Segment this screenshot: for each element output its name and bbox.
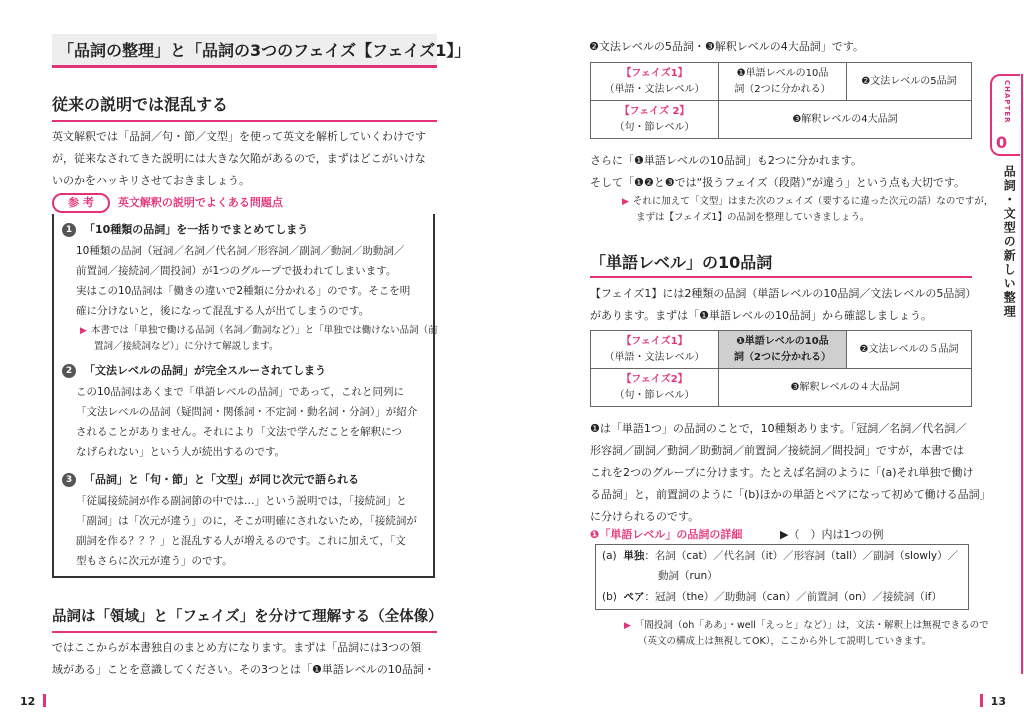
after-table-line-1: さらに「❶単語レベルの10品詞」も2つに分かれます。: [590, 154, 862, 167]
page-number-right: [980, 692, 1006, 712]
point-1-line-2: 前置詞／接続詞／間投詞）が1つのグループで扱われてしまいます。: [76, 265, 397, 277]
final-note-2: （英文の構成上は無視してOK），ここから外して説明していきます。: [638, 636, 932, 647]
point-2-title: [62, 361, 326, 381]
point-3-line-3: 副詞を作る？？？」と混乱する人が増えるのです。これに加えて，「文: [76, 535, 406, 547]
point-2-line-4: なげられない」という人が続出するのです。: [76, 446, 286, 458]
point-1-note-1: [80, 323, 438, 339]
explain-line-3: これを2つのグループに分けます。たとえば名詞のように「(a)それ単独で働け: [590, 466, 974, 479]
triangle-icon: ▶: [624, 621, 631, 631]
after-table-note-2: まずは【フェイズ1】の品詞を整理していきましょう。: [636, 212, 870, 223]
point-3-line-4: 型もさらに次元が違う」のです。: [76, 555, 233, 567]
section-heading-2: 品詞は「領域」と「フェイズ」を分けて理解する（全体像）: [52, 609, 443, 625]
t1-word-a: ❶単語レベルの10品: [736, 67, 829, 79]
chapter-number: 0: [996, 133, 1008, 152]
section3-line-2: があります。まずは「❶単語レベルの10品詞」から確認しましょう。: [590, 309, 932, 322]
section2-line-2: 域がある」ことを意識してください。その3つとは「❶単語レベルの10品詞・: [52, 663, 435, 676]
page-number-bar: [43, 694, 46, 707]
phase-table-1: [590, 62, 972, 139]
point-1-line-4: 確に分けないと，後になって混乱する人が出てしまうのです。: [76, 305, 370, 317]
phase-table-2: [590, 330, 972, 407]
example-a-line-1: [602, 546, 958, 566]
chapter-side-line: [1021, 74, 1023, 674]
point-3-text: 「品詞」と「句・節」と「文型」が同じ次元で語られる: [84, 473, 359, 486]
t1-interp-cell: ❸解釈レベルの4大品詞: [719, 101, 972, 139]
t2-word-b: 詞（2つに分かれる）: [734, 351, 831, 363]
t2-phase2-label: 【フェイズ2】: [621, 373, 688, 385]
explain-line-2: 形容詞／副詞／動詞／助動詞／前置詞／接続詞／間投詞」ですが，本書では: [590, 444, 964, 457]
point-3-title: [62, 470, 359, 490]
t1-word-b: 詞（2つに分かれる）: [734, 83, 831, 95]
detail-hint: ▶（ ）内は1つの例: [780, 528, 884, 541]
reference-header: [52, 193, 283, 213]
intro-line-2: が，従来なされてきた説明には大きな欠陥があるので，まずはどこがいけな: [52, 152, 426, 165]
t2-phase1-cell: [591, 331, 719, 369]
point-2-line-1: この10品詞はあくまで「単語レベルの品詞」であって，これと同列に: [76, 386, 405, 398]
example-a-label: 単独: [623, 550, 645, 562]
t2-grammar-cell: ❷文法レベルの５品詞: [847, 331, 972, 369]
point-2-line-2: 「文法レベルの品詞（疑問詞・関係詞・不定詞・動名詞・分詞）」が紹介: [76, 406, 418, 418]
explain-line-4: る品詞」と，前置詞のように「(b)ほかの単語とペアになって初めて働ける品詞」: [590, 488, 991, 501]
point-1-note-2: 置詞／接続詞など）」に分けて解説します。: [94, 341, 279, 352]
chapter-label: CHAPTER: [1002, 80, 1011, 124]
t1-phase1-label: 【フェイズ1】: [621, 67, 688, 79]
t2-phase2-cell: [591, 369, 719, 407]
point-3-line-2: 「副詞」は「次元が違う」のに，そこが明確にされないため，「接続詞が: [76, 515, 417, 527]
page-number-bar: [980, 694, 983, 707]
t1-grammar-cell: ❷文法レベルの5品詞: [847, 63, 972, 101]
section-underline-1: [52, 120, 437, 122]
t1-word-cell: [719, 63, 847, 101]
t2-phase1-label: 【フェイズ1】: [621, 335, 688, 347]
section-underline-2: [52, 631, 437, 633]
t2-phase1-sub: （単語・文法レベル）: [604, 351, 705, 363]
section-heading-1: 従来の説明では混乱する: [52, 95, 229, 114]
after-table-note-1: [622, 194, 993, 210]
page-number-right-text: 13: [990, 695, 1006, 708]
t2-interp-cell: ❸解釈レベルの４大品詞: [719, 369, 972, 407]
page-number-left-text: 12: [20, 695, 36, 708]
example-b-text: ：冠詞（the）／助動詞（can）／前置詞（on）／接続詞（if）: [644, 591, 942, 603]
reference-tag: 参 考: [52, 193, 110, 213]
t1-phase1-sub: （単語・文法レベル）: [604, 83, 705, 95]
right-top-line: ❷文法レベルの5品詞・❸解釈レベルの4大品詞」です。: [589, 40, 864, 53]
section-underline-3: [590, 276, 972, 278]
page-title: 「品詞の整理」と「品詞の3つのフェイズ【フェイズ1】」: [52, 34, 437, 68]
t1-phase2-label: 【フェイズ 2】: [619, 105, 690, 117]
final-note-1: [624, 618, 989, 634]
explain-line-1: ❶は「単語1つ」の品詞のことで，10種類あります。「冠詞／名詞／代名詞／: [590, 422, 967, 435]
t2-word-cell-highlighted: [719, 331, 847, 369]
point-1-line-1: 10種類の品詞（冠詞／名詞／代名詞／形容詞／副詞／動詞／助動詞／: [76, 245, 405, 257]
point-1-line-3: 実はこの10品詞は「働きの違いで2種類に分かれる」のです。そこを明: [76, 285, 411, 297]
after-table-note-1-text: それに加えて「文型」はまた次のフェイズ（要するに違った次元の話）なのですが，: [632, 196, 994, 207]
point-1-note-1-text: 本書では「単独で働ける品詞（名詞／動詞など）」と「単独では働けない品詞（前: [90, 325, 438, 336]
point-2-text: 「文法レベルの品詞」が完全スルーされてしまう: [84, 364, 326, 377]
intro-line-3: いのかをハッキリさせておきましょう。: [52, 174, 250, 187]
example-b-line: [602, 587, 942, 607]
final-note-1-text: 「間投詞（oh「ああ」・well「えっと」など）」は，文法・解釈上は無視できるので: [634, 620, 989, 631]
point-3-line-1: 「従属接続詞が作る副詞節の中では…」という説明では，「接続詞」と: [76, 495, 407, 507]
explain-line-5: に分けられるのです。: [590, 510, 700, 523]
intro-line-1: 英文解釈では「品詞／句・節／文型」を使って英文を解析していくわけです: [52, 130, 426, 143]
chapter-title: 品詞・文型の新しい整理: [1002, 165, 1017, 319]
t2-word-a: ❶単語レベルの10品: [736, 335, 829, 347]
page-number-left: [20, 692, 46, 712]
triangle-icon: ▶: [622, 197, 629, 207]
example-b-label: ペア: [623, 591, 645, 603]
section3-line-1: 【フェイズ1】には2種類の品詞（単語レベルの10品詞／文法レベルの5品詞）: [590, 287, 977, 300]
detail-heading: ❶「単語レベル」の品詞の詳細: [590, 528, 743, 541]
after-table-line-2: そして「❶❷と❸では“扱うフェイズ（段階）”が違う」という点も大切です。: [590, 176, 965, 189]
example-b-mark: (b): [602, 591, 617, 603]
point-1-text: 「10種類の品詞」を一括りでまとめてしまう: [84, 223, 309, 236]
section-heading-3: 「単語レベル」の10品詞: [590, 253, 773, 272]
example-a-mark: (a): [602, 550, 617, 562]
number-badge-3: 3: [62, 473, 76, 487]
triangle-icon: ▶: [80, 326, 87, 336]
number-badge-2: 2: [62, 364, 76, 378]
example-a-text: ：名詞（cat）／代名詞（it）／形容詞（tall）／副詞（slowly）／: [644, 550, 959, 562]
point-1-title: [62, 220, 308, 240]
number-badge-1: 1: [62, 223, 76, 237]
t1-phase1-cell: [591, 63, 719, 101]
point-2-line-3: されることがありません。それにより「文法で学んだことを解釈につ: [76, 426, 402, 438]
t1-phase2-sub: （句・節レベル）: [614, 121, 695, 133]
t2-phase2-sub: （句・節レベル）: [614, 389, 695, 401]
example-a-line-2: 動詞（run）: [658, 570, 718, 582]
reference-title: 英文解釈の説明でよくある問題点: [117, 196, 283, 209]
t1-phase2-cell: [591, 101, 719, 139]
section2-line-1: ではここからが本書独自のまとめ方になります。まずは「品詞には3つの領: [52, 641, 422, 654]
